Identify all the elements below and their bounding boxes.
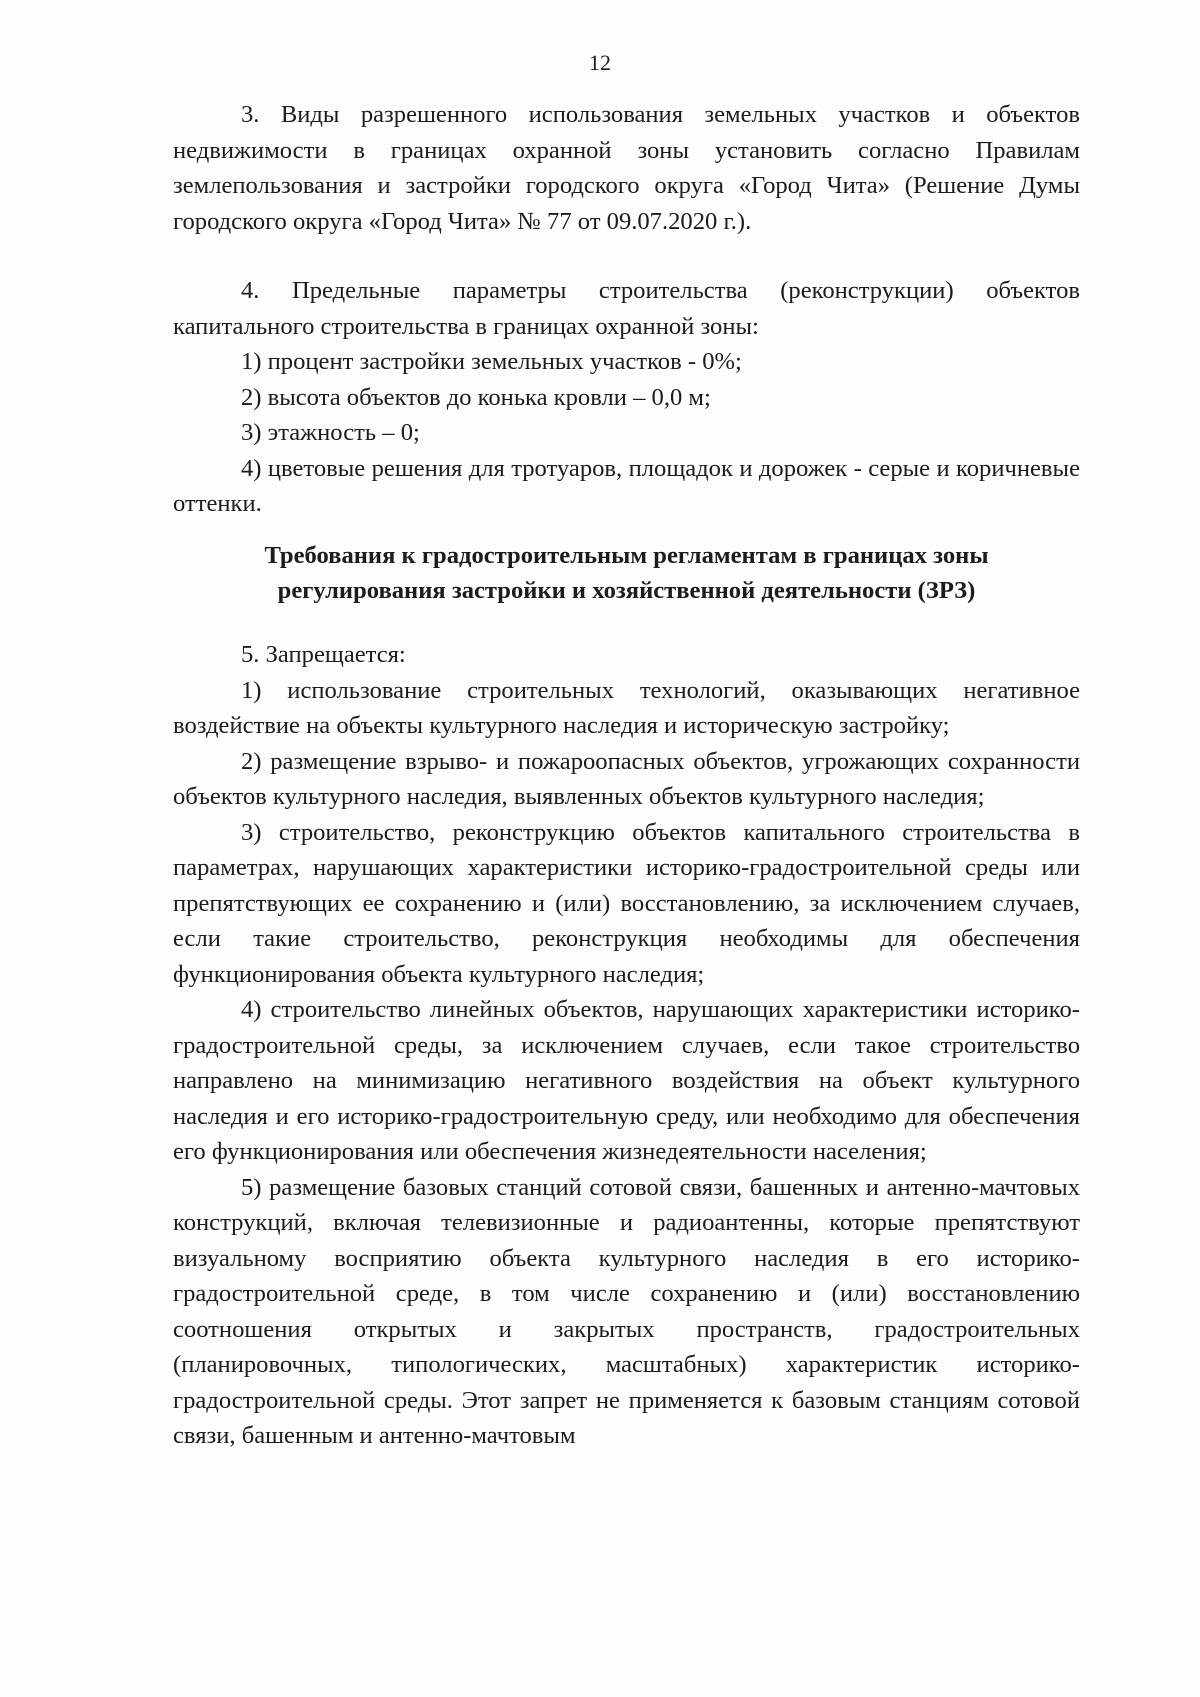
section-bottom: [173, 637, 1080, 1454]
section-top: [173, 97, 1080, 522]
paragraph-5: 5. Запрещается:: [241, 641, 406, 668]
paragraph-4-item-2: 2) высота объектов до конька кровли – 0,0 м;: [241, 383, 711, 411]
heading-line-2: регулирования застройки и хозяйственной деятельности (ЗРЗ): [277, 577, 976, 604]
paragraph-4-item-3: 3) этажность – 0;: [241, 419, 420, 446]
paragraph-5-item-5: 5) размещение базовых станций сотовой связи, башенных и антенно-мачтовых конструкций, включая телевизионные и радиоантенны, которые препятствуют визуальному восприятию объекта культурного наследия в его историко-градостроительной среде, в том числе сохранению и (или) восстановлению соотношения открытых и закрытых пространств, градостроительных (планировочных, типологических, масштабных) характеристик историко-градостроительной среды. Этот запрет не применяется к базовым станциям сотовой связи, башенным и антенно-мачтовым: [173, 1173, 1080, 1449]
page-number: 12: [589, 50, 611, 75]
paragraph-4: 4. Предельные параметры строительства (реконструкции) объектов капитального строительства в границах охранной зоны:: [173, 277, 1080, 340]
heading-line-1: Требования к градостроительным регламентам в границах зоны: [264, 542, 989, 569]
paragraph-5-item-4: 4) строительство линейных объектов, нарушающих характеристики историко-градостроительной среды, за исключением случаев, если такое строительство направлено на минимизацию негативного воздействия на объект культурного наследия и его историко-градостроительную среду, или необходимо для обеспечения его функционирования или обеспечения жизнедеятельности населения;: [173, 996, 1080, 1165]
section-heading: [173, 538, 1080, 608]
paragraph-4-item-4: 4) цветовые решения для тротуаров, площадок и дорожек - серые и коричневые оттенки.: [173, 454, 1080, 517]
paragraph-3: 3. Виды разрешенного использования земельных участков и объектов недвижимости в границах охранной зоны установить согласно Правилам землепользования и застройки городского округа «Город Чита» (Решение Думы городского округа «Город Чита» № 77 от 09.07.2020 г.).: [173, 101, 1080, 235]
paragraph-4-item-1: 1) процент застройки земельных участков - 0%;: [241, 348, 742, 375]
paragraph-gap: [173, 239, 1080, 273]
paragraph-5-item-1: 1) использование строительных технологий, оказывающих негативное воздействие на объекты культурного наследия и историческую застройку;: [173, 676, 1080, 739]
paragraph-5-item-2: 2) размещение взрыво- и пожароопасных объектов, угрожающих сохранности объектов культурного наследия, выявленных объектов культурного наследия;: [173, 747, 1080, 810]
paragraph-5-item-3: 3) строительство, реконструкцию объектов капитального строительства в параметрах, нарушающих характеристики историко-градостроительной среды или препятствующих ее сохранению и (или) восстановлению, за исключением случаев, если такие строительство, реконструкция необходимы для обеспечения функционирования объекта культурного наследия;: [173, 818, 1080, 988]
